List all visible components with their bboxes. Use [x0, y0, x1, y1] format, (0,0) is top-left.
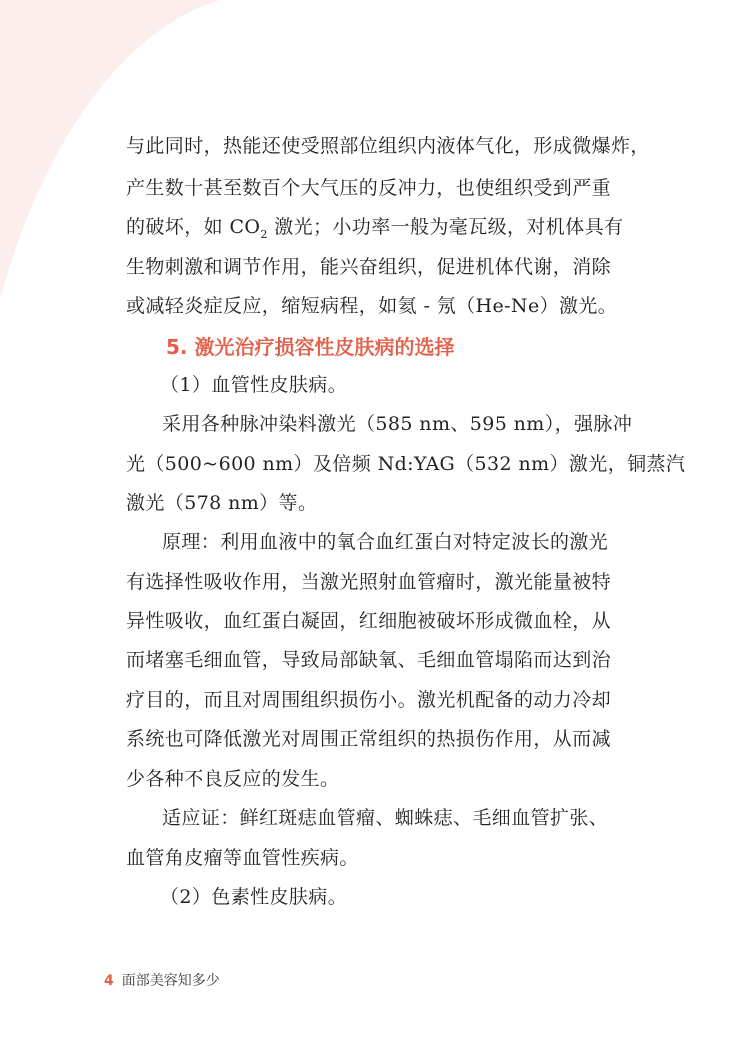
text-line: 系统也可降低激光对周围正常组织的热损伤作用，从而减	[126, 728, 612, 750]
text-line: 产生数十甚至数百个大气压的反冲力，也使组织受到严重	[126, 177, 612, 199]
list-item-heading: （2）色素性皮肤病。	[160, 886, 348, 908]
text-line: 采用各种脉冲染料激光（585 nm、595 nm），强脉冲	[162, 413, 633, 435]
page-footer	[104, 970, 220, 990]
text-line: 而堵塞毛细血管，导致局部缺氧、毛细血管塌陷而达到治	[126, 649, 612, 671]
text-line: 有选择性吸收作用，当激光照射血管瘤时，激光能量被特	[126, 571, 612, 593]
text-line: 或减轻炎症反应，缩短病程，如氦 - 氖（He-Ne）激光。	[126, 295, 618, 317]
text-line: 与此同时，热能还使受照部位组织内液体气化，形成微爆炸，	[126, 135, 650, 157]
text-line: 激光（578 nm）等。	[126, 492, 318, 514]
text-line: 适应证：鲜红斑痣血管瘤、蜘蛛痣、毛细血管扩张、	[162, 807, 609, 829]
text-line: 光（500~600 nm）及倍频 Nd:YAG（532 nm）激光，铜蒸汽	[126, 453, 686, 475]
text-line: 原理：利用血液中的氧合血红蛋白对特定波长的激光	[162, 531, 609, 553]
text-line: 异性吸收，血红蛋白凝固，红细胞被破坏形成微血栓，从	[126, 610, 612, 632]
list-item-heading: （1）血管性皮肤病。	[160, 374, 348, 396]
text-line: 血管角皮瘤等血管性疾病。	[126, 847, 359, 869]
text-line: 生物刺激和调节作用，能兴奋组织，促进机体代谢，消除	[126, 256, 612, 278]
book-title: 面部美容知多少	[121, 973, 220, 989]
text-line: 疗目的，而且对周围组织损伤小。激光机配备的动力冷却	[126, 689, 612, 711]
page-number: 4	[104, 973, 114, 989]
text-line: 的破坏，如 $CO_2$ 激光；小功率一般为毫瓦级，对机体具有	[126, 216, 624, 241]
text-line: 少各种不良反应的发生。	[126, 768, 340, 790]
section-heading: 5. 激光治疗损容性皮肤病的选择	[166, 335, 455, 359]
